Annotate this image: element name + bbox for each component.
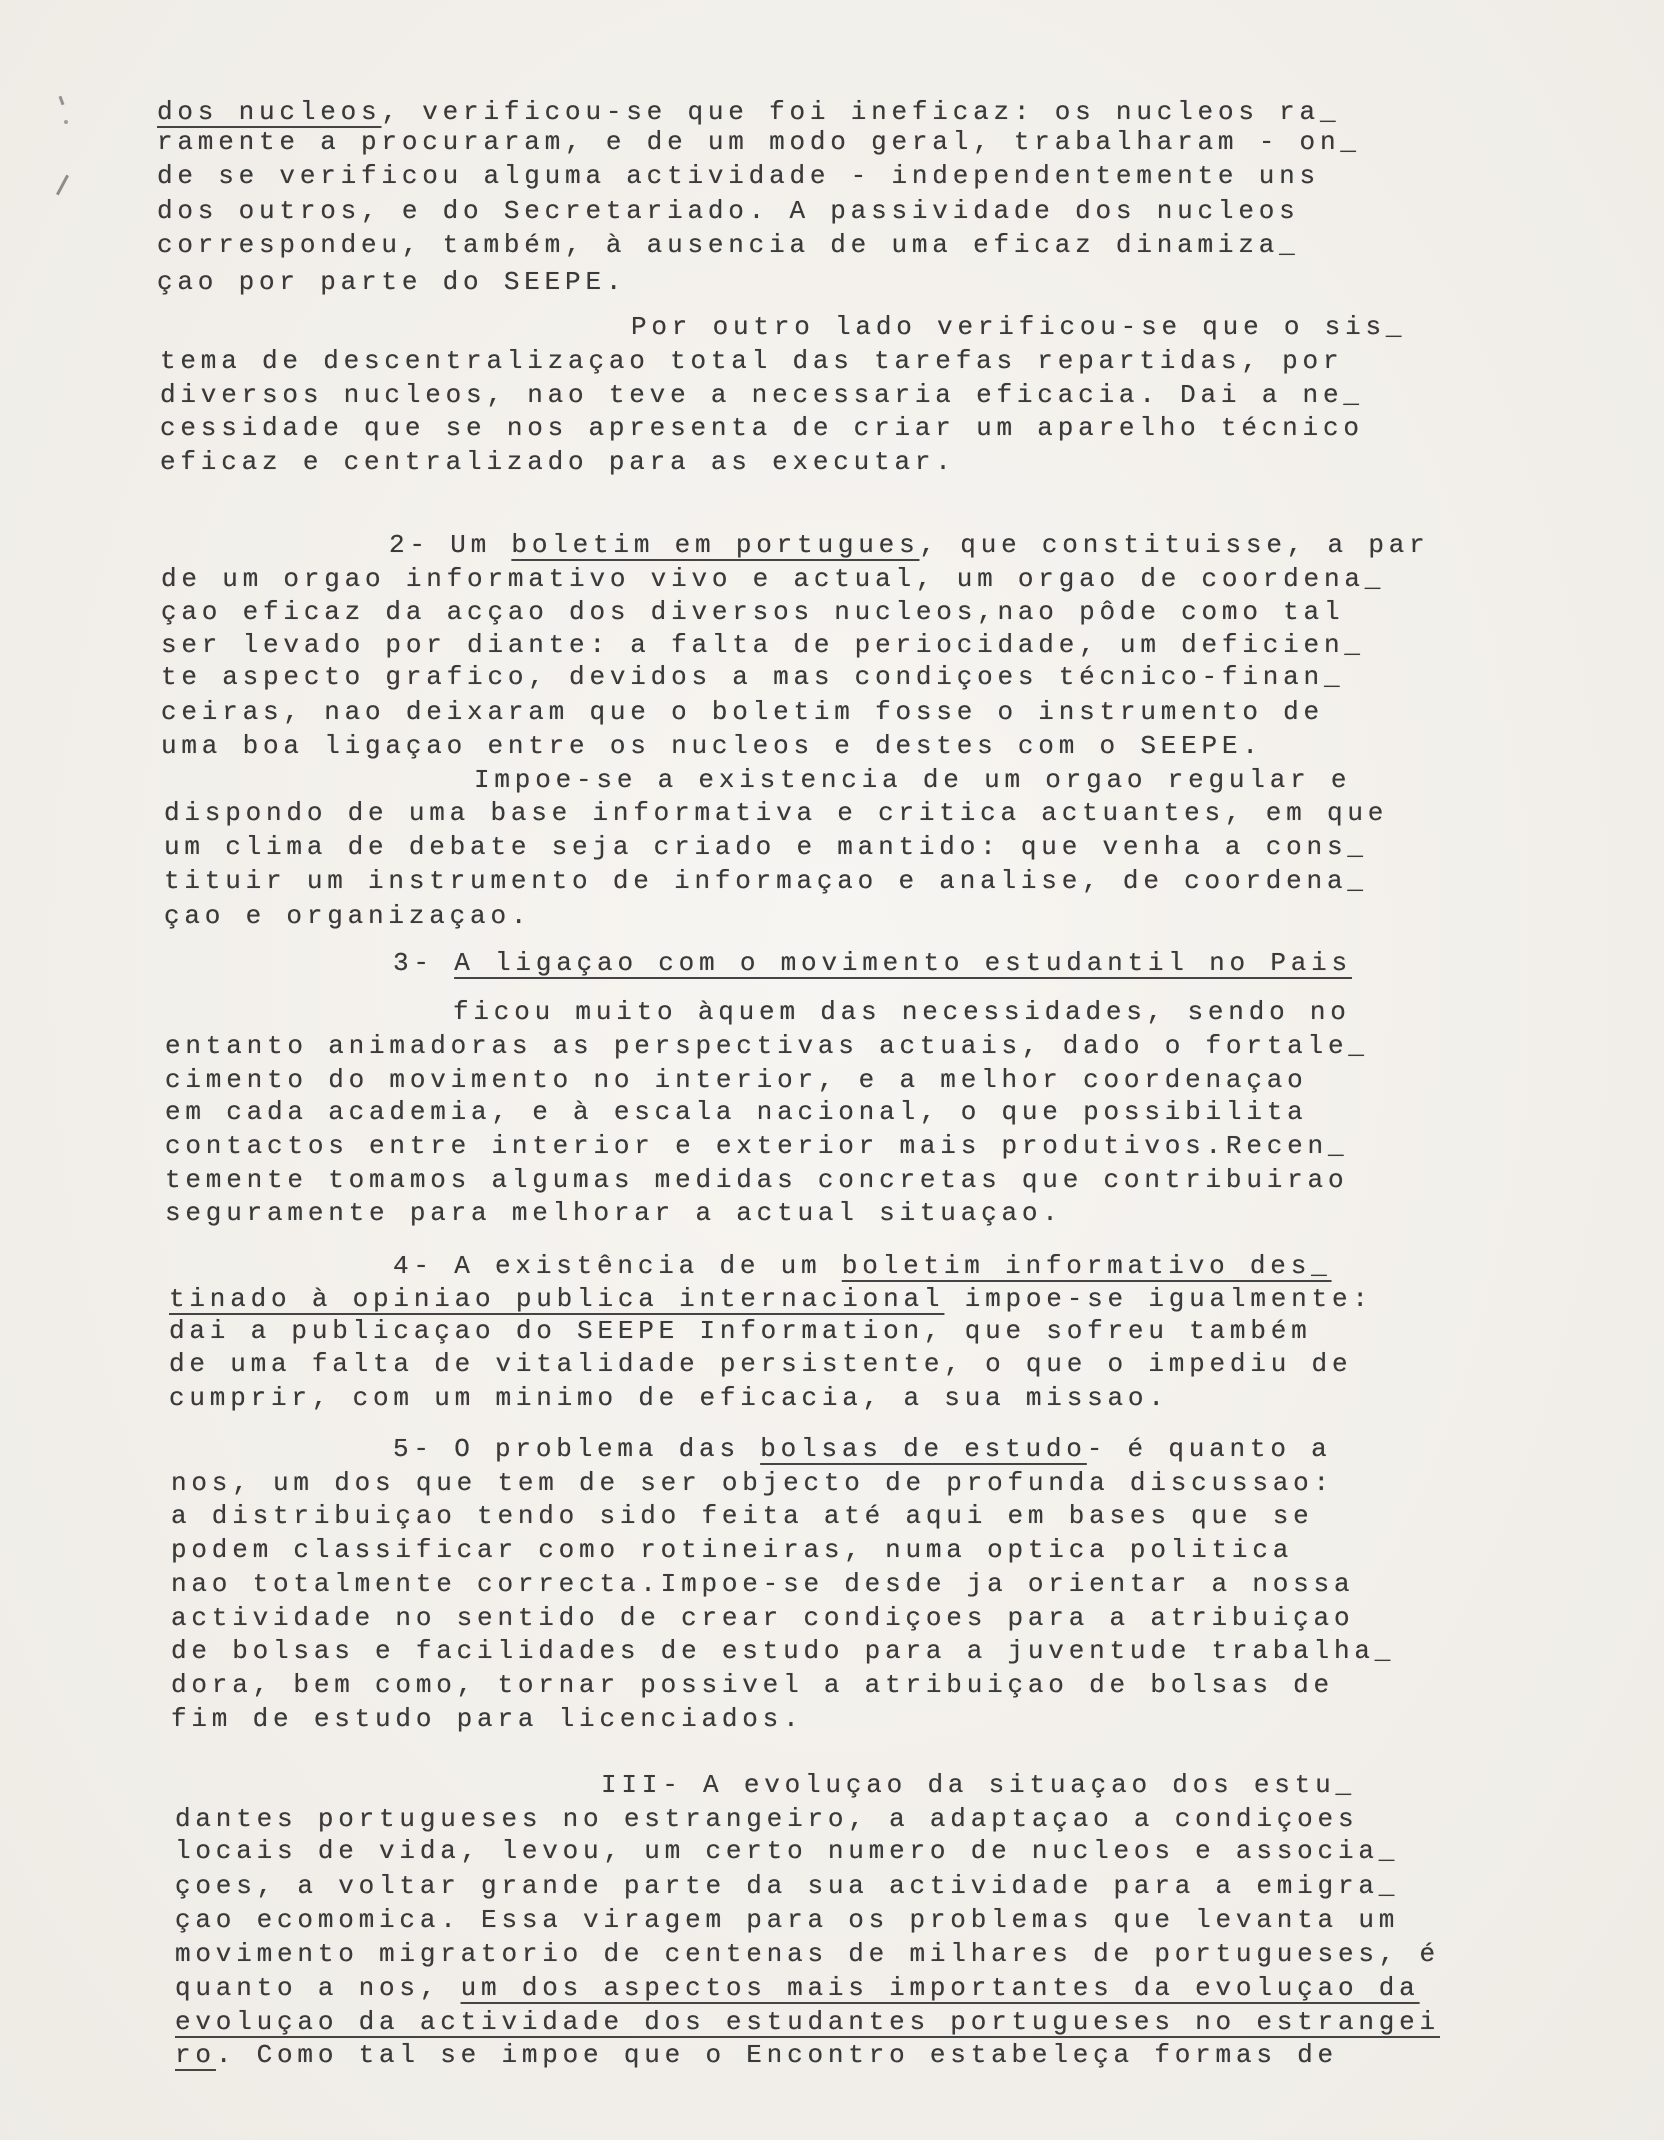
text-line: [164, 899, 531, 933]
text-segment: fim de estudo para licenciados.: [171, 1704, 804, 1734]
text-segment: a distribuiçao tendo sido feita até aqui em bases que se: [171, 1501, 1314, 1531]
text-line: [165, 1029, 1369, 1063]
text-segment: de uma falta de vitalidade persistente, o que o impediu de: [169, 1349, 1353, 1379]
margin-tick-mark: [59, 96, 65, 105]
text-segment: cumprir, com um minimo de eficacia, a sua missao.: [169, 1383, 1169, 1413]
text-segment: III- A evoluçao da situaçao dos estu_: [601, 1770, 1356, 1800]
text-line: [171, 1466, 1334, 1500]
text-segment: çao e organizaçao.: [164, 901, 532, 931]
text-segment: 4- A existência de um: [393, 1251, 842, 1281]
text-line: [160, 378, 1364, 412]
text-segment: çao ecomomica. Essa viragem para os problemas que levanta um: [175, 1905, 1400, 1935]
text-line: [175, 1937, 1440, 1971]
text-line: [171, 1634, 1395, 1668]
text-line: [161, 729, 1263, 763]
underlined-text: evoluçao da actividade dos estudantes portugueses no estrangei: [175, 2007, 1440, 2037]
text-line: [175, 2038, 1338, 2072]
text-segment: actividade no sentido de crear condiçoes para a atribuiçao: [171, 1603, 1355, 1633]
text-line: [165, 1129, 1348, 1163]
text-segment: uma boa ligaçao entre os nucleos e destes com o SEEPE.: [161, 731, 1263, 761]
text-line: [157, 125, 1361, 159]
text-segment: movimento migratorio de centenas de milhares de portugueses, é: [175, 1939, 1440, 1969]
text-line: [164, 796, 1388, 830]
text-line: [171, 1499, 1314, 1533]
text-segment: um clima de debate seja criado e mantido: que venha a cons_: [164, 832, 1368, 862]
text-segment: correspondeu, também, à ausencia de uma eficaz dinamiza_: [157, 230, 1300, 260]
text-segment: tema de descentralizaçao total das tarefas repartidas, por: [160, 346, 1344, 376]
text-line: [175, 1834, 1399, 1868]
text-segment: 2- Um: [389, 530, 512, 560]
underlined-text: tinado à opiniao publica internacional: [169, 1284, 945, 1314]
text-line: [164, 830, 1368, 864]
text-segment: çao eficaz da acçao dos diversos nucleos,nao pôde como tal: [161, 597, 1345, 627]
text-segment: nos, um dos que tem de ser objecto de profunda discussao:: [171, 1468, 1334, 1498]
text-segment: ficou muito àquem das necessidades, sendo no: [453, 997, 1351, 1027]
text-line: [165, 1095, 1308, 1129]
text-line: [161, 562, 1385, 596]
text-line: [171, 1567, 1354, 1601]
text-line: [169, 1282, 1373, 1316]
text-line: [160, 411, 1364, 445]
text-line: [393, 1249, 1332, 1283]
text-segment: , que constituisse, a par: [919, 530, 1430, 560]
text-segment: eficaz e centralizado para as executar.: [160, 447, 956, 477]
text-line: [160, 344, 1343, 378]
text-line: [175, 1869, 1399, 1903]
text-line: [175, 1971, 1420, 2005]
margin-dot-mark: [64, 120, 68, 124]
text-line: [171, 1702, 803, 1736]
text-line: [157, 194, 1300, 228]
text-line: [164, 864, 1368, 898]
text-line: [389, 528, 1430, 562]
text-segment: dantes portugueses no estrangeiro, a adaptaçao a condiçoes: [175, 1804, 1359, 1834]
text-line: [157, 95, 1340, 129]
text-line: [171, 1668, 1334, 1702]
text-segment: cimento do movimento no interior, e a melhor coordenaçao: [165, 1065, 1308, 1095]
underlined-text: ro: [175, 2040, 216, 2070]
text-line: [161, 595, 1344, 629]
text-segment: çoes, a voltar grande parte da sua actividade para a emigra_: [175, 1871, 1400, 1901]
text-segment: quanto a nos,: [175, 1973, 461, 2003]
text-segment: - é quanto a: [1086, 1434, 1332, 1464]
text-line: [171, 1533, 1293, 1567]
text-segment: em cada academia, e à escala nacional, o que possibilita: [165, 1097, 1308, 1127]
text-segment: de se verificou alguma actividade - independentemente uns: [157, 161, 1320, 191]
text-segment: ser levado por diante: a falta de periocidade, um deficien_: [161, 630, 1365, 660]
text-segment: contactos entre interior e exterior mais produtivos.Recen_: [165, 1131, 1349, 1161]
text-line: [601, 1768, 1356, 1802]
text-line: [157, 228, 1300, 262]
text-segment: locais de vida, levou, um certo numero de nucleos e associa_: [175, 1836, 1400, 1866]
text-segment: Impoe-se a existencia de um orgao regular e: [474, 765, 1352, 795]
text-segment: dispondo de uma base informativa e critica actuantes, em que: [164, 798, 1389, 828]
text-segment: te aspecto grafico, devidos a mas condiçoes técnico-finan_: [161, 662, 1345, 692]
text-segment: podem classificar como rotineiras, numa optica politica: [171, 1535, 1294, 1565]
text-line: [169, 1314, 1312, 1348]
text-segment: de bolsas e facilidades de estudo para a juventude trabalha_: [171, 1636, 1396, 1666]
underlined-text: bolsas de estudo: [760, 1434, 1087, 1464]
text-line: [165, 1163, 1348, 1197]
underlined-text: um dos aspectos mais importantes da evoluçao da: [460, 1973, 1420, 2003]
text-segment: de um orgao informativo vivo e actual, um orgao de coordena_: [161, 564, 1386, 594]
text-segment: temente tomamos algumas medidas concretas que contribuirao: [165, 1165, 1349, 1195]
text-segment: tituir um instrumento de informaçao e analise, de coordena_: [164, 866, 1368, 896]
text-line: [175, 2005, 1440, 2039]
text-line: [393, 946, 1352, 980]
text-line: [171, 1601, 1354, 1635]
text-segment: nao totalmente correcta.Impoe-se desde ja orientar a nossa: [171, 1569, 1355, 1599]
text-line: [165, 1063, 1308, 1097]
text-line: [161, 660, 1344, 694]
margin-slash-mark: [56, 175, 69, 196]
text-segment: entanto animadoras as perspectivas actuais, dado o fortale_: [165, 1031, 1369, 1061]
text-segment: diversos nucleos, nao teve a necessaria eficacia. Dai a ne_: [160, 380, 1364, 410]
text-segment: . Como tal se impoe que o Encontro estabeleça formas de: [215, 2040, 1338, 2070]
underlined-text: boletim informativo des_: [841, 1251, 1332, 1281]
text-segment: ceiras, nao deixaram que o boletim fosse o instrumento de: [161, 697, 1324, 727]
text-line: [169, 1347, 1352, 1381]
text-line: [393, 1432, 1332, 1466]
text-line: [631, 310, 1406, 344]
text-segment: çao por parte do SEEPE.: [157, 267, 627, 297]
text-segment: 5- O problema das: [393, 1434, 761, 1464]
underlined-text: A ligaçao com o movimento estudantil no Pais: [454, 948, 1352, 978]
text-line: [175, 1802, 1358, 1836]
text-segment: 3-: [393, 948, 455, 978]
text-segment: cessidade que se nos apresenta de criar um aparelho técnico: [160, 413, 1364, 443]
text-segment: impoe-se igualmente:: [944, 1284, 1373, 1314]
text-segment: dos outros, e do Secretariado. A passividade dos nucleos: [157, 196, 1300, 226]
text-line: [169, 1381, 1169, 1415]
underlined-text: boletim em portugues: [511, 530, 920, 560]
text-line: [453, 995, 1351, 1029]
text-line: [161, 628, 1365, 662]
text-line: [157, 159, 1320, 193]
text-line: [474, 763, 1351, 797]
underlined-text: dos nucleos: [157, 97, 382, 127]
text-line: [175, 1903, 1399, 1937]
text-line: [157, 265, 626, 299]
text-segment: ramente a procuraram, e de um modo geral, trabalharam - on_: [157, 127, 1361, 157]
text-line: [160, 445, 956, 479]
text-line: [165, 1196, 1063, 1230]
text-segment: seguramente para melhorar a actual situaçao.: [165, 1198, 1063, 1228]
text-line: [161, 695, 1324, 729]
text-segment: Por outro lado verificou-se que o sis_: [631, 312, 1407, 342]
text-segment: dora, bem como, tornar possivel a atribuiçao de bolsas de: [171, 1670, 1334, 1700]
text-segment: dai a publicaçao do SEEPE Information, que sofreu também: [169, 1316, 1312, 1346]
text-segment: , verificou-se que foi ineficaz: os nucleos ra_: [381, 97, 1341, 127]
